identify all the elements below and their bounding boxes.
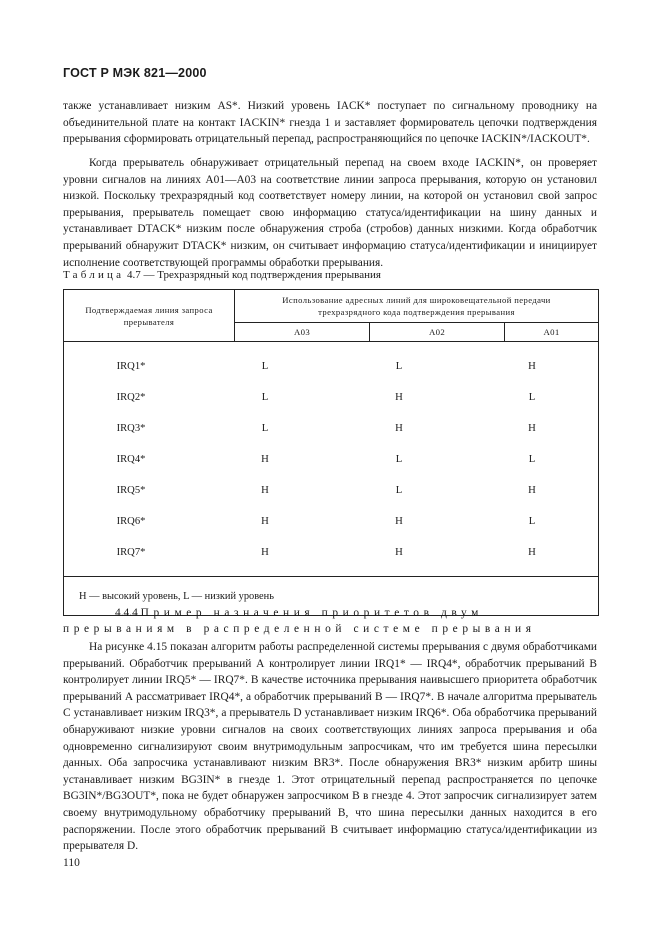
table-row [64,413,598,444]
table-caption [63,269,381,281]
paragraph-3 [63,639,597,855]
table-cell: L [395,360,403,372]
table-cell: IRQ6* [116,515,146,527]
table-cell: IRQ7* [116,546,146,558]
table-cell: L [395,453,403,465]
table-subheader-a02: А02 [370,323,505,342]
table-row [64,351,598,382]
table-subheader-a01: А01 [505,323,599,342]
table-cell: L [261,422,269,434]
table-cell: IRQ3* [116,422,146,434]
table-cell: H [395,391,403,403]
section-title-text: Пример назначения приоритетов двум прерываниям в распределенной системе прерывания [63,607,536,635]
table-cell: H [261,453,269,465]
table-cell: H [528,484,536,496]
table-data-rows [64,351,598,568]
table-caption-text: 4.7 — Трехразрядный код подтверждения прерывания [126,269,381,281]
table-cell: IRQ1* [116,360,146,372]
table-note: H — высокий уровень, L — низкий уровень [64,577,599,616]
table-cell: L [528,515,536,527]
table-cell: H [261,546,269,558]
table-cell: IRQ4* [116,453,146,465]
table-row [64,444,598,475]
table-cell: IRQ5* [116,484,146,496]
table-cell: H [528,422,536,434]
paragraph-1 [63,98,597,148]
table-cell: L [528,391,536,403]
table-cell: H [395,422,403,434]
table-row [64,475,598,506]
table-cell: H [528,546,536,558]
table-row [64,537,598,568]
table-cell: L [395,484,403,496]
table-header-left: Подтверждаемая линия запроса прерывателя [64,290,235,342]
section-number: 4.4.4 [115,607,138,619]
table-cell: H [395,515,403,527]
table-cell: L [261,360,269,372]
table-cell: L [528,453,536,465]
table-cell: IRQ2* [116,391,146,403]
document-header: ГОСТ Р МЭК 821—2000 [63,66,207,80]
page-number: 110 [63,857,80,869]
paragraph-2-text: Когда прерыватель обнаруживает отрицательный перепад на своем входе IACKIN*, он проверяет уровни сигналов на линиях А01—А03 на соответствие линии запроса прерывания, которую он установил низкой. Поскольку трехразрядный код соответствует номеру линии, на которой он установил свой запрос прерывания, прерыватель помещает свою информацию статуса/идентификации на шину данных и устанавливает DTACK* низким после обнаружения строба (стробов) данных низкими. Когда обработчик прерываний обнаружит DTACK* низким, он считывает информацию статуса/идентификации и инициирует исполнение соответствующей программы обработки прерывания. [63,157,597,269]
table-subheader-a03: А03 [235,323,370,342]
irq-code-table [63,289,599,616]
paragraph-2 [63,155,597,271]
paragraph-3-text: На рисунке 4.15 показан алгоритм работы распределенной системы прерывания с двумя обработчиками прерываний. Обработчик прерываний А контролирует линии IRQ1* — IRQ4*, обработчик прерываний В контролирует линии IRQ5* — IRQ7*. В качестве источника прерывания наивысшего приоритета обработчик прерываний А рассматривает IRQ4*, а обработчик прерываний В — IRQ7*. В начале алгоритма прерыватель С устанавливает низким IRQ3*, а прерыватель D устанавливает низким IRQ6*. Оба обработчика прерываний обнаруживают низкие уровни сигналов на своих соответствующих линиях запроса прерывания и оба одновременно сигнализируют своим внутримодульным запросчикам, что им требуется шина пересылки данных. Оба запросчика устанавливают низким BR3*. После обнаружения BR3* низким арбитр шины устанавливает низким BG3IN* в гнезде 1. Этот отрицательный перепад распространяется по цепочке BG3IN*/BG3OUT*, пока не будет обнаружен запросчиком В в гнезде 4. Этот запросчик сигнализирует затем своему внутримодульному обработчику прерываний В, что шина пересылки данных находится в его распоряжении. После этого обработчик прерываний В считывает информацию статуса/идентификации из прерывателя D. [63,641,597,853]
table-header-group: Использование адресных линий для широковещательной передачи трехразрядного кода подтверждения прерывания [235,290,599,323]
table-cell: H [261,515,269,527]
table-cell: H [528,360,536,372]
table-row [64,506,598,537]
table-caption-word: Таблица [63,269,125,281]
table-body [64,342,599,577]
paragraph-1-text: также устанавливает низким AS*. Низкий уровень IACK* поступает по сигнальному проводнику на объединительной плате на контакт IACKIN* гнезда 1 и заставляет формирователь цепочки подтверждения прерывания сформировать отрицательный перепад, распространяющийся по цепочке IACKIN*/IACKOUT*. [63,100,597,146]
table-cell: L [261,391,269,403]
table-cell: H [261,484,269,496]
table-cell: H [395,546,403,558]
table-row [64,382,598,413]
section-heading [63,606,597,637]
